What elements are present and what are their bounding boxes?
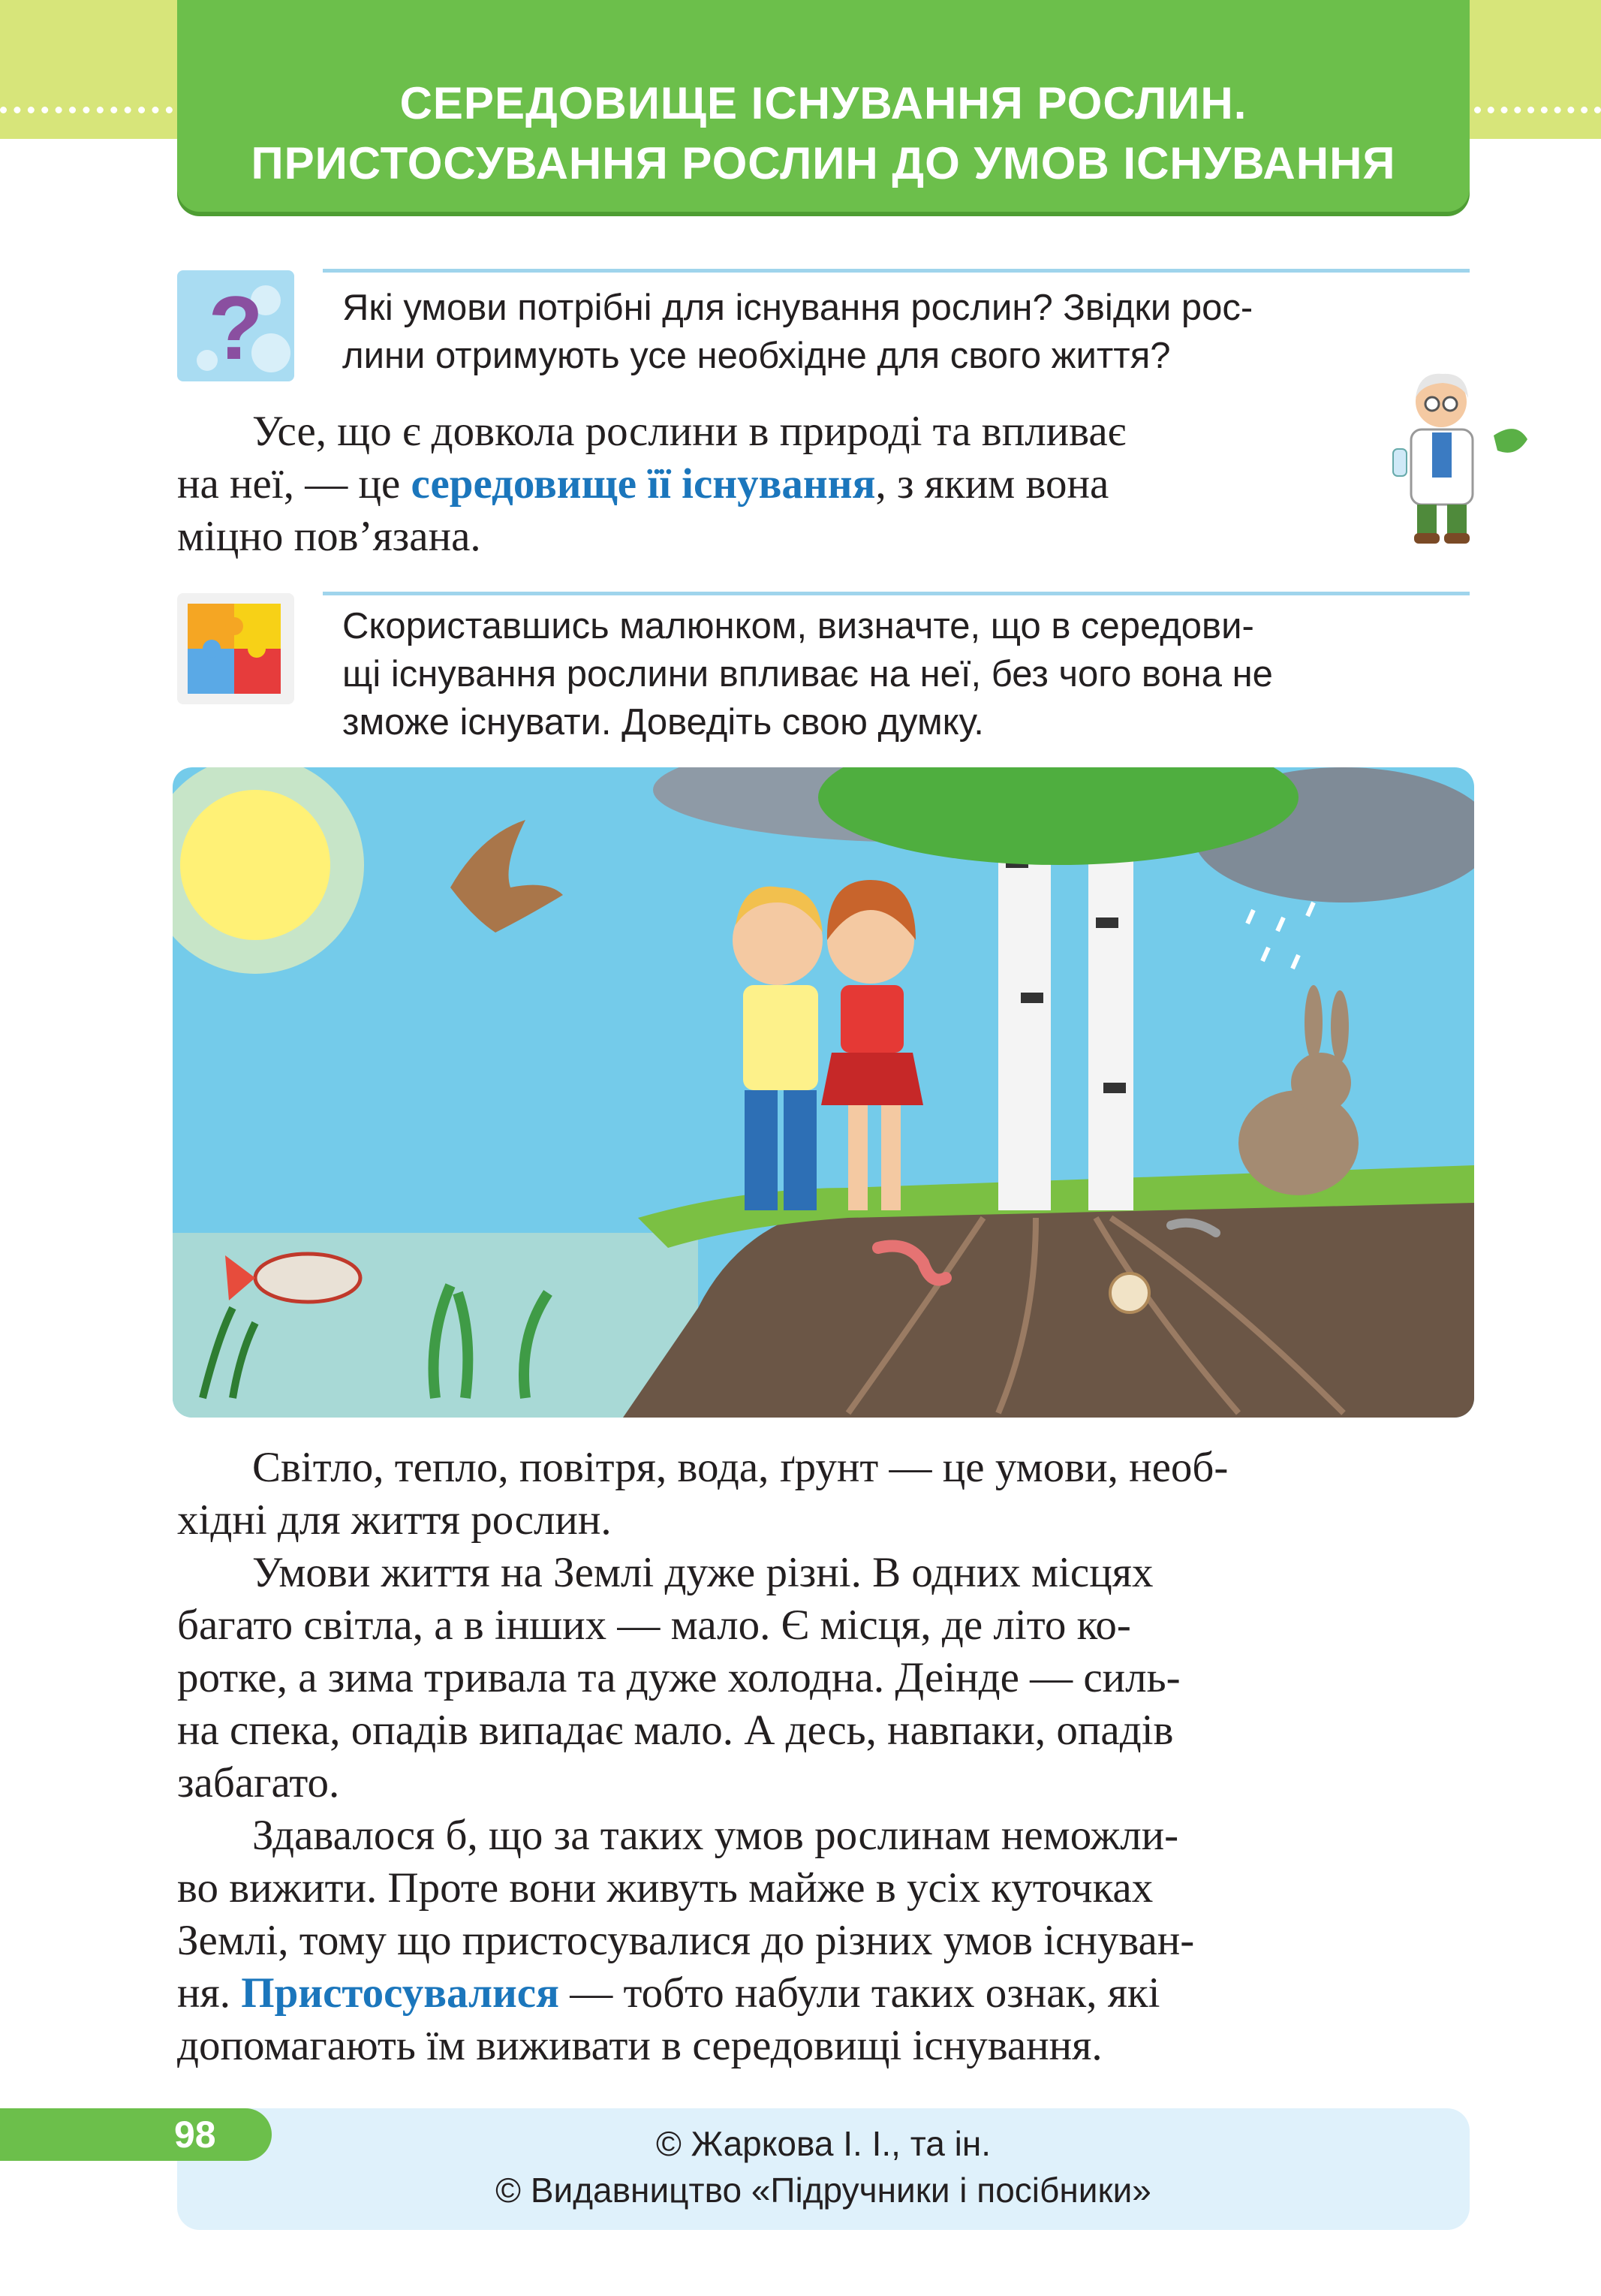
task-line-2: щі існування рослини впливає на неї, без чого вона не	[342, 654, 1273, 695]
p2-line-3: ротке, а зима тривала та дуже холодна. Деінде — силь-	[177, 1654, 1181, 1701]
p3-text-a: ня.	[177, 1969, 242, 2017]
question-line-2: лини отримують усе необхідне для свого життя?	[342, 336, 1171, 376]
page-title	[177, 74, 1470, 194]
question-top-rule	[323, 269, 1470, 273]
intro-line-1: Усе, що є довкола рослини в природі та впливає	[252, 408, 1127, 455]
p3-text-b: — тобто набули таких ознак, які	[558, 1969, 1160, 2017]
scientist-illustration	[1374, 368, 1539, 556]
title-line-1: СЕРЕДОВИЩЕ ІСНУВАННЯ РОСЛИН.	[399, 78, 1247, 128]
task-top-rule	[323, 592, 1470, 595]
p2-line-1: Умови життя на Землі дуже різні. В одних місцях	[252, 1549, 1154, 1596]
copyright-line-1: © Жаркова І. І., та ін.	[655, 2124, 992, 2163]
p3-line-1: Здавалося б, що за таких умов рослинам неможли-	[252, 1812, 1179, 1859]
intro-line-2	[177, 458, 1348, 511]
p3-line-3: Землі, тому що пристосувалися до різних умов існуван-	[177, 1917, 1195, 1964]
question-mark-icon	[177, 270, 294, 381]
question-line-1: Які умови потрібні для існування рослин? Звідки рос-	[342, 288, 1253, 328]
term-adapted: Пристосувалися	[241, 1969, 559, 2017]
term-environment: середовище її існування	[411, 460, 876, 508]
title-line-2: ПРИСТОСУВАННЯ РОСЛИН ДО УМОВ ІСНУВАННЯ	[251, 138, 1396, 188]
page-number: 98	[174, 2114, 216, 2156]
p1-line-2: хідні для життя рослин.	[177, 1496, 612, 1544]
intro-text-a: на неї, — це	[177, 460, 411, 508]
question-text	[342, 284, 1453, 380]
p3-line-5: допомагають їм виживати в середовищі існування.	[177, 2022, 1103, 2069]
p2-line-2: багато світла, а в інших — мало. Є місця, де літо ко-	[177, 1601, 1131, 1649]
intro-paragraph	[177, 405, 1348, 563]
p1-line-1: Світло, тепло, повітря, вода, ґрунт — це умови, необ-	[252, 1444, 1229, 1491]
intro-line-3: міцно пов’язана.	[177, 513, 481, 560]
task-line-1: Скориставшись малюнком, визначте, що в середови-	[342, 606, 1254, 646]
p3-line-4	[177, 1967, 1470, 2020]
copyright-line-2: © Видавництво «Підручники і посібники»	[495, 2171, 1151, 2210]
dotted-line-right	[1474, 107, 1601, 113]
p3-line-2: во вижити. Проте вони живуть майже в усіх куточках	[177, 1864, 1154, 1912]
puzzle-icon	[177, 593, 294, 704]
environment-illustration	[173, 767, 1474, 1418]
body-text	[177, 1442, 1470, 2072]
dotted-line-left	[0, 107, 173, 113]
task-text	[342, 602, 1453, 746]
p2-line-5: забагато.	[177, 1759, 340, 1806]
svg-text:?: ?	[208, 278, 263, 378]
task-line-3: зможе існувати. Доведіть свою думку.	[342, 702, 984, 743]
intro-text-b: , з яким вона	[875, 460, 1109, 508]
p2-line-4: на спека, опадів випадає мало. А десь, навпаки, опадів	[177, 1707, 1174, 1754]
